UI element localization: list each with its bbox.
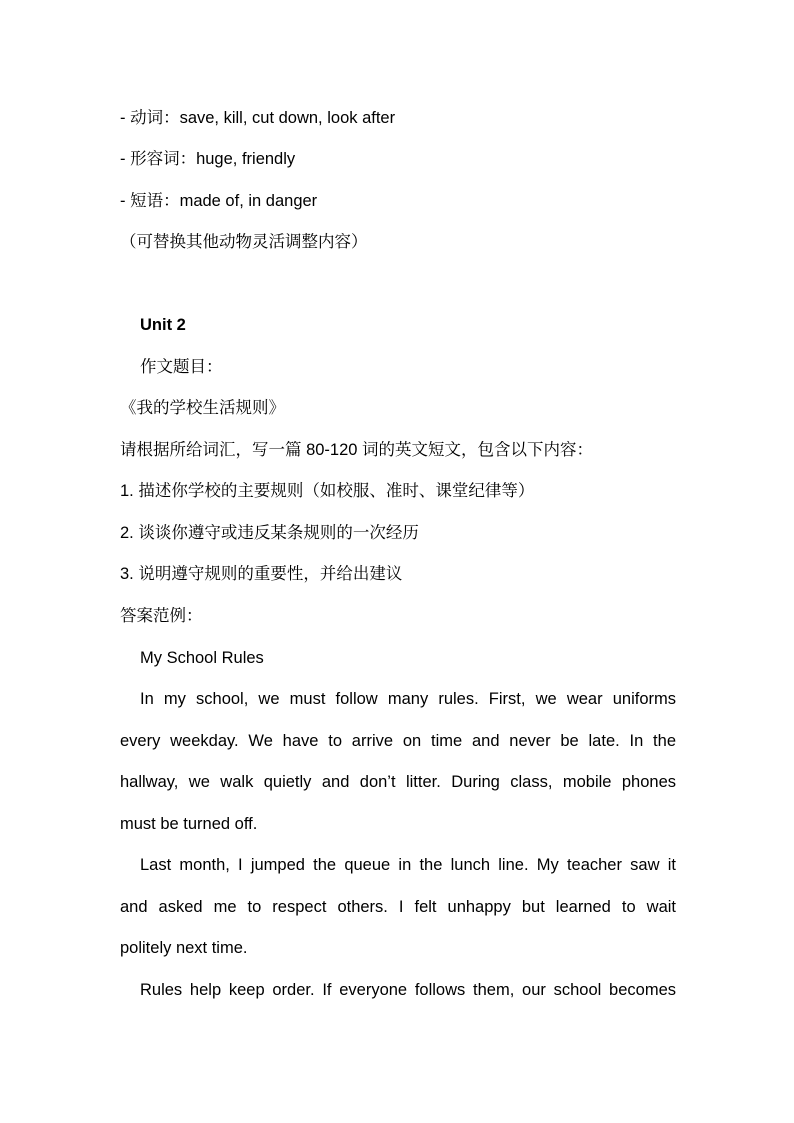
- essay-p2-line: Last month, I jumped the queue in the lunch line. My teacher saw it: [140, 856, 676, 874]
- answer-label: 答案范例：: [120, 607, 203, 625]
- essay-p2-line: and asked me to respect others. I felt unhappy but learned to wait: [120, 898, 676, 916]
- vocab-verbs: - 动词：save, kill, cut down, look after: [120, 109, 396, 127]
- instruction: 请根据所给词汇，写一篇 80-120 词的英文短文，包含以下内容：: [120, 441, 594, 459]
- requirement-1: 1. 描述你学校的主要规则（如校服、准时、课堂纪律等）: [120, 482, 535, 500]
- vocab-adjectives: - 形容词：huge, friendly: [120, 150, 296, 168]
- requirement-3: 3. 说明遵守规则的重要性，并给出建议: [120, 565, 403, 583]
- unit-title: Unit 2: [140, 316, 186, 334]
- essay-p1-line: In my school, we must follow many rules. First, we wear uniforms: [140, 690, 676, 708]
- essay-title: My School Rules: [140, 649, 264, 667]
- vocab-note: （可替换其他动物灵活调整内容）: [120, 233, 368, 251]
- essay-p3-line: Rules help keep order. If everyone follows them, our school becomes: [140, 981, 676, 999]
- essay-p1-line: hallway, we walk quietly and don’t litter. During class, mobile phones: [120, 773, 676, 791]
- requirement-2: 2. 谈谈你遵守或违反某条规则的一次经历: [120, 524, 419, 542]
- essay-p1-line: must be turned off.: [120, 815, 258, 833]
- topic-title: 《我的学校生活规则》: [120, 399, 285, 417]
- topic-label: 作文题目：: [140, 358, 223, 376]
- vocab-phrases: - 短语：made of, in danger: [120, 192, 318, 210]
- essay-p2-line: politely next time.: [120, 939, 248, 957]
- essay-p1-line: every weekday. We have to arrive on time and never be late. In the: [120, 732, 676, 750]
